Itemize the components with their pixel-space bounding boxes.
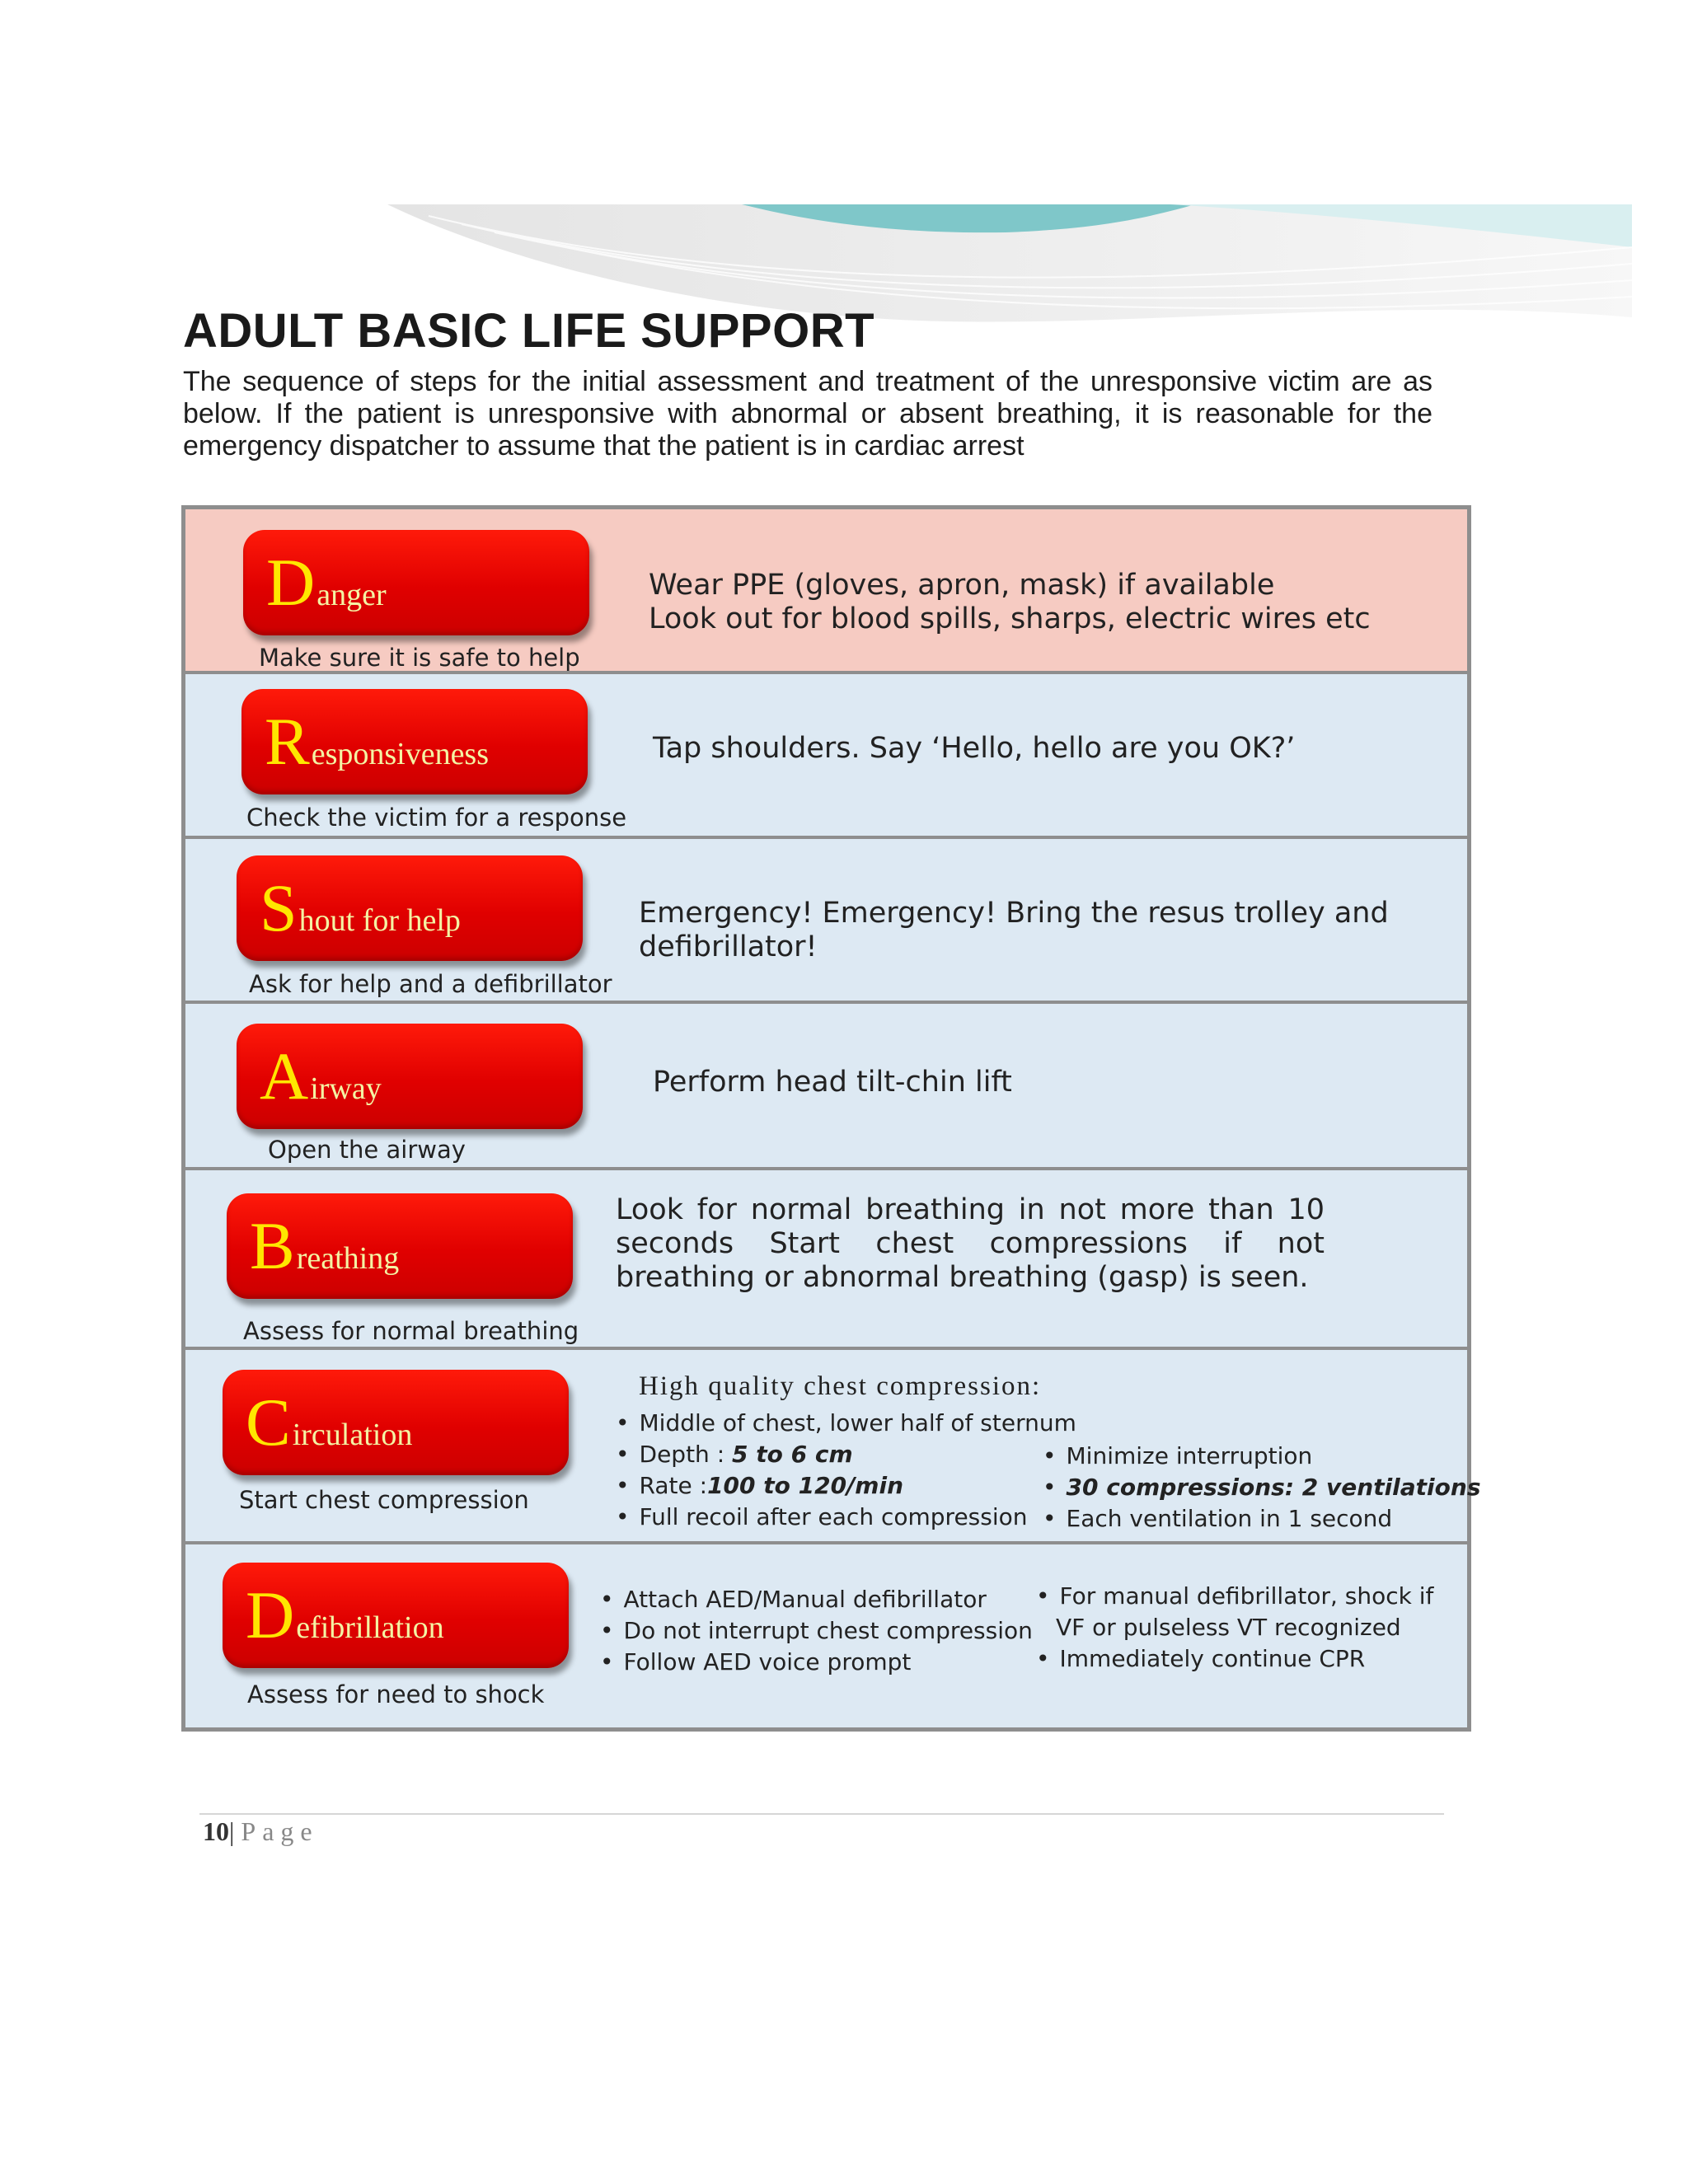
info-line: Look out for blood spills, sharps, electric wires etc: [649, 602, 1371, 635]
list-item-continuation: [1036, 1612, 1433, 1643]
list-item: [600, 1615, 1033, 1647]
page-title: ADULT BASIC LIFE SUPPORT: [183, 304, 875, 358]
list-item: [1043, 1503, 1481, 1535]
step-subtitle: Start chest compression: [239, 1486, 529, 1514]
page-number: 10: [203, 1816, 229, 1846]
step-subtitle: Assess for normal breathing: [243, 1317, 579, 1345]
compression-list-right: [1043, 1441, 1481, 1535]
step-info: [653, 732, 1295, 766]
list-item: [1043, 1441, 1481, 1472]
list-item: [1043, 1472, 1481, 1503]
step-info: [653, 1066, 1012, 1099]
list-item: [616, 1408, 1076, 1439]
step-info: [639, 897, 1389, 964]
step-name: hout for help: [298, 903, 461, 938]
intro-paragraph: The sequence of steps for the initial assessment and treatment of the unresponsive victim are as below. If the patient is unresponsive with abnormal or absent breathing, it is reasonable for the emergency dispatcher to assume that the patient is in cardiac arrest: [183, 366, 1432, 462]
step-subtitle: Assess for need to shock: [247, 1680, 545, 1708]
list-item: [1036, 1581, 1433, 1612]
step-initial: R: [265, 704, 310, 779]
item-text: Do not interrupt chest compression: [623, 1617, 1033, 1644]
item-text: Attach AED/Manual defibrillator: [623, 1586, 987, 1613]
list-item: [600, 1647, 1033, 1678]
step-row-airway: [185, 1004, 1467, 1170]
list-item: [1036, 1643, 1433, 1675]
item-text: Each ventilation in 1 second: [1066, 1505, 1393, 1532]
step-initial: D: [246, 1577, 295, 1652]
step-name: efibrillation: [296, 1610, 444, 1645]
list-item: [616, 1439, 1076, 1470]
step-initial: C: [246, 1385, 291, 1460]
item-label: Depth :: [639, 1441, 725, 1468]
step-name: reathing: [296, 1241, 400, 1276]
step-name: irculation: [292, 1418, 413, 1452]
step-row-circulation: [185, 1350, 1481, 1544]
list-item: [616, 1502, 1076, 1533]
step-initial: S: [260, 870, 298, 945]
page-separator: |: [229, 1816, 235, 1846]
bls-steps-table: [181, 505, 1481, 1732]
item-text: Follow AED voice prompt: [623, 1648, 912, 1675]
list-item: [600, 1584, 1033, 1615]
item-text: For manual defibrillator, shock if: [1059, 1582, 1434, 1610]
step-initial: D: [266, 545, 316, 620]
step-button-responsiveness: [241, 689, 588, 794]
item-text: Middle of chest, lower half of sternum: [639, 1409, 1076, 1436]
step-initial: B: [250, 1208, 295, 1283]
step-button-airway: [237, 1024, 583, 1129]
step-subtitle: Open the airway: [268, 1136, 466, 1164]
item-label: Rate :: [639, 1472, 708, 1499]
step-name: irway: [310, 1071, 382, 1106]
info-line: Emergency! Emergency! Bring the resus trolley and: [639, 897, 1389, 930]
defibrillation-list-right: [1036, 1581, 1433, 1675]
item-text: Minimize interruption: [1066, 1442, 1313, 1469]
item-value: 5 to 6 cm: [732, 1441, 853, 1468]
step-row-shout-for-help: [185, 839, 1467, 1004]
footer-divider: [199, 1813, 1444, 1815]
step-subtitle: Make sure it is safe to help: [259, 644, 580, 672]
step-name: anger: [316, 578, 387, 612]
info-line: defibrillator!: [639, 930, 818, 963]
item-text: Full recoil after each compression: [639, 1503, 1028, 1530]
step-row-breathing: [185, 1170, 1467, 1350]
header-swoosh-decoration: [0, 0, 1688, 346]
step-button-breathing: [227, 1193, 573, 1299]
step-subtitle: Check the victim for a response: [246, 804, 627, 832]
item-value: 100 to 120/min: [707, 1472, 904, 1499]
info-line: Perform head tilt-chin lift: [653, 1066, 1012, 1099]
page-footer: [203, 1816, 319, 1847]
info-line: Tap shoulders. Say ‘Hello, hello are you OK?’: [653, 732, 1296, 765]
page-label: Page: [241, 1816, 319, 1846]
item-text: Immediately continue CPR: [1059, 1645, 1366, 1672]
step-subtitle: Ask for help and a defibrillator: [249, 970, 612, 998]
defibrillation-list-left: [600, 1584, 1033, 1678]
step-info: Look for normal breathing in not more than 10 seconds Start chest compressions if not breathing or abnormal breathing (gasp) is seen.: [616, 1193, 1325, 1294]
compression-list-left: [616, 1408, 1076, 1533]
step-row-defibrillation: [185, 1544, 1467, 1727]
step-info: [649, 569, 1371, 636]
step-name: esponsiveness: [311, 737, 490, 771]
step-button-danger: [243, 530, 589, 635]
step-button-defibrillation: [223, 1563, 569, 1668]
step-button-shout-for-help: [237, 855, 583, 961]
info-line: Wear PPE (gloves, apron, mask) if available: [649, 569, 1275, 602]
step-initial: A: [260, 1038, 309, 1113]
step-button-circulation: [223, 1370, 569, 1475]
step-row-danger: [185, 509, 1467, 674]
list-item: [616, 1470, 1076, 1502]
item-text: 30 compressions: 2 ventilations: [1066, 1474, 1481, 1501]
compression-heading: High quality chest compression:: [639, 1371, 1042, 1401]
step-row-responsiveness: [185, 674, 1467, 839]
item-text: VF or pulseless VT recognized: [1056, 1614, 1401, 1641]
